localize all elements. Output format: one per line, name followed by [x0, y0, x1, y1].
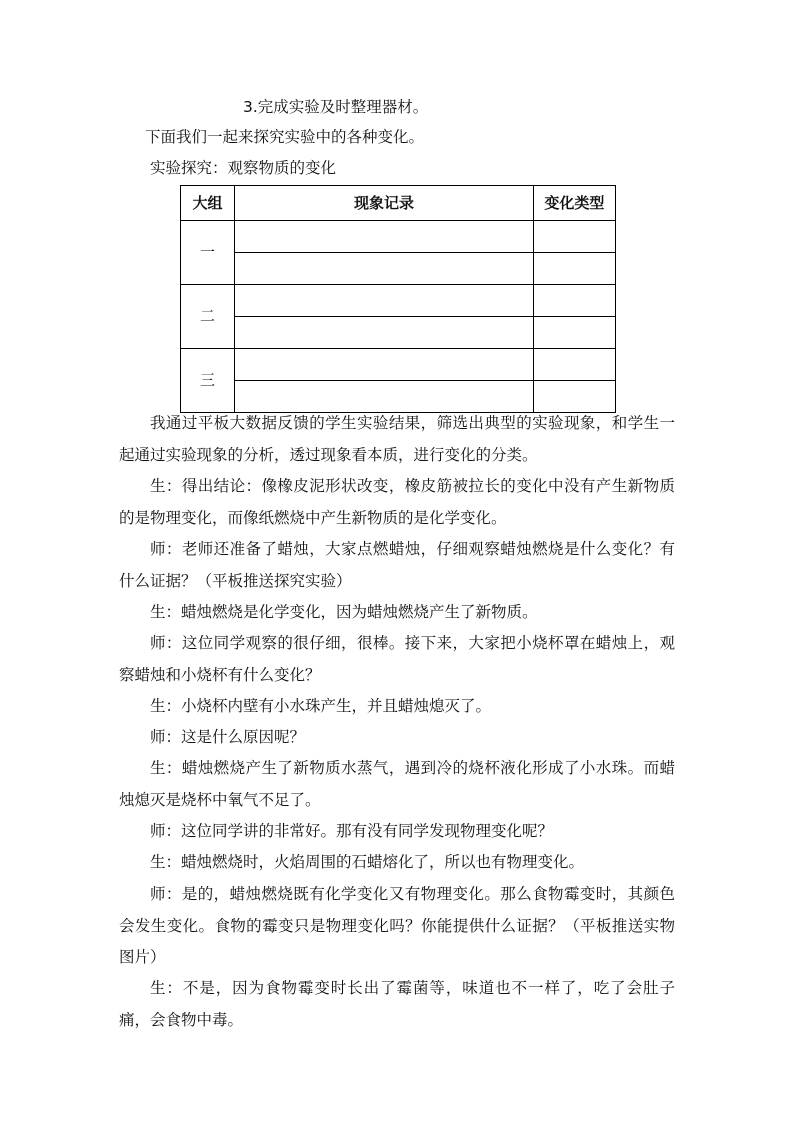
- step-item: 3.完成实验及时整理器材。: [243, 98, 429, 116]
- paragraph-student-candle: 生：蜡烛燃烧是化学变化，因为蜡烛燃烧产生了新物质。: [150, 603, 538, 621]
- change-type-cell: [533, 285, 615, 317]
- phenomenon-cell: [235, 317, 534, 349]
- paragraph-student-wax: 生：蜡烛燃烧时，火焰周围的石蜡熔化了，所以也有物理变化。: [150, 853, 585, 871]
- phenomenon-cell: [235, 253, 534, 285]
- paragraph-teacher-reason: 师：这是什么原因呢？: [150, 728, 306, 746]
- paragraph-student-conclusion: 生：得出结论：像橡皮泥形状改变，橡皮筋被拉长的变化中没有产生新物质的是物理变化，而像纸燃烧中产生新物质的是化学变化。: [119, 477, 675, 527]
- paragraph-teacher-beaker: 师：这位同学观察的很仔细，很棒。接下来，大家把小烧杯罩在蜡烛上，观察蜡烛和小烧杯有什么变化？: [119, 634, 675, 684]
- table-row: [181, 253, 616, 285]
- paragraph-teacher-note: 我通过平板大数据反馈的学生实验结果，筛选出典型的实验现象，和学生一起通过实验现象的分析，透过现象看本质，进行变化的分类。: [119, 414, 675, 464]
- phenomenon-cell: [235, 221, 534, 253]
- group-label: 一: [181, 221, 235, 285]
- paragraph-student-vapor: 生：蜡烛燃烧产生了新物质水蒸气，遇到冷的烧杯液化形成了小水珠。而蜡烛熄灭是烧杯中氧气不足了。: [119, 759, 675, 809]
- paragraph-teacher-physical: 师：这位同学讲的非常好。那有没有同学发现物理变化呢？: [150, 822, 554, 840]
- paragraph-teacher-mold: 师：是的，蜡烛燃烧既有化学变化又有物理变化。那么食物霉变时，其颜色会发生变化。食物的霉变只是物理变化吗？你能提供什么证据？（平板推送实物图片）: [119, 885, 675, 966]
- table-row: [181, 317, 616, 349]
- group-label: 三: [181, 349, 235, 413]
- group-label: 二: [181, 285, 235, 349]
- paragraph-teacher-candle: 师：老师还准备了蜡烛，大家点燃蜡烛，仔细观察蜡烛燃烧是什么变化？有什么证据？（平板推送探究实验）: [119, 540, 675, 590]
- change-type-cell: [533, 349, 615, 381]
- change-type-cell: [533, 221, 615, 253]
- table-row: [181, 221, 616, 253]
- intro-text: 下面我们一起来探究实验中的各种变化。: [145, 128, 425, 146]
- table-row: [181, 285, 616, 317]
- change-type-cell: [533, 317, 615, 349]
- observation-table: [180, 185, 616, 413]
- table-header-row: [181, 186, 616, 221]
- section-heading: 实验探究：观察物质的变化: [150, 159, 337, 177]
- phenomenon-cell: [235, 349, 534, 381]
- header-group: 大组: [181, 186, 235, 221]
- header-change-type: 变化类型: [533, 186, 615, 221]
- phenomenon-cell: [235, 285, 534, 317]
- paragraph-student-water: 生：小烧杯内壁有小水珠产生，并且蜡烛熄灭了。: [150, 697, 492, 715]
- change-type-cell: [533, 253, 615, 285]
- header-phenomenon: 现象记录: [235, 186, 534, 221]
- table-row: [181, 349, 616, 381]
- paragraph-student-mold: 生：不是，因为食物霉变时长出了霉菌等，味道也不一样了，吃了会肚子痛，会食物中毒。: [119, 979, 675, 1029]
